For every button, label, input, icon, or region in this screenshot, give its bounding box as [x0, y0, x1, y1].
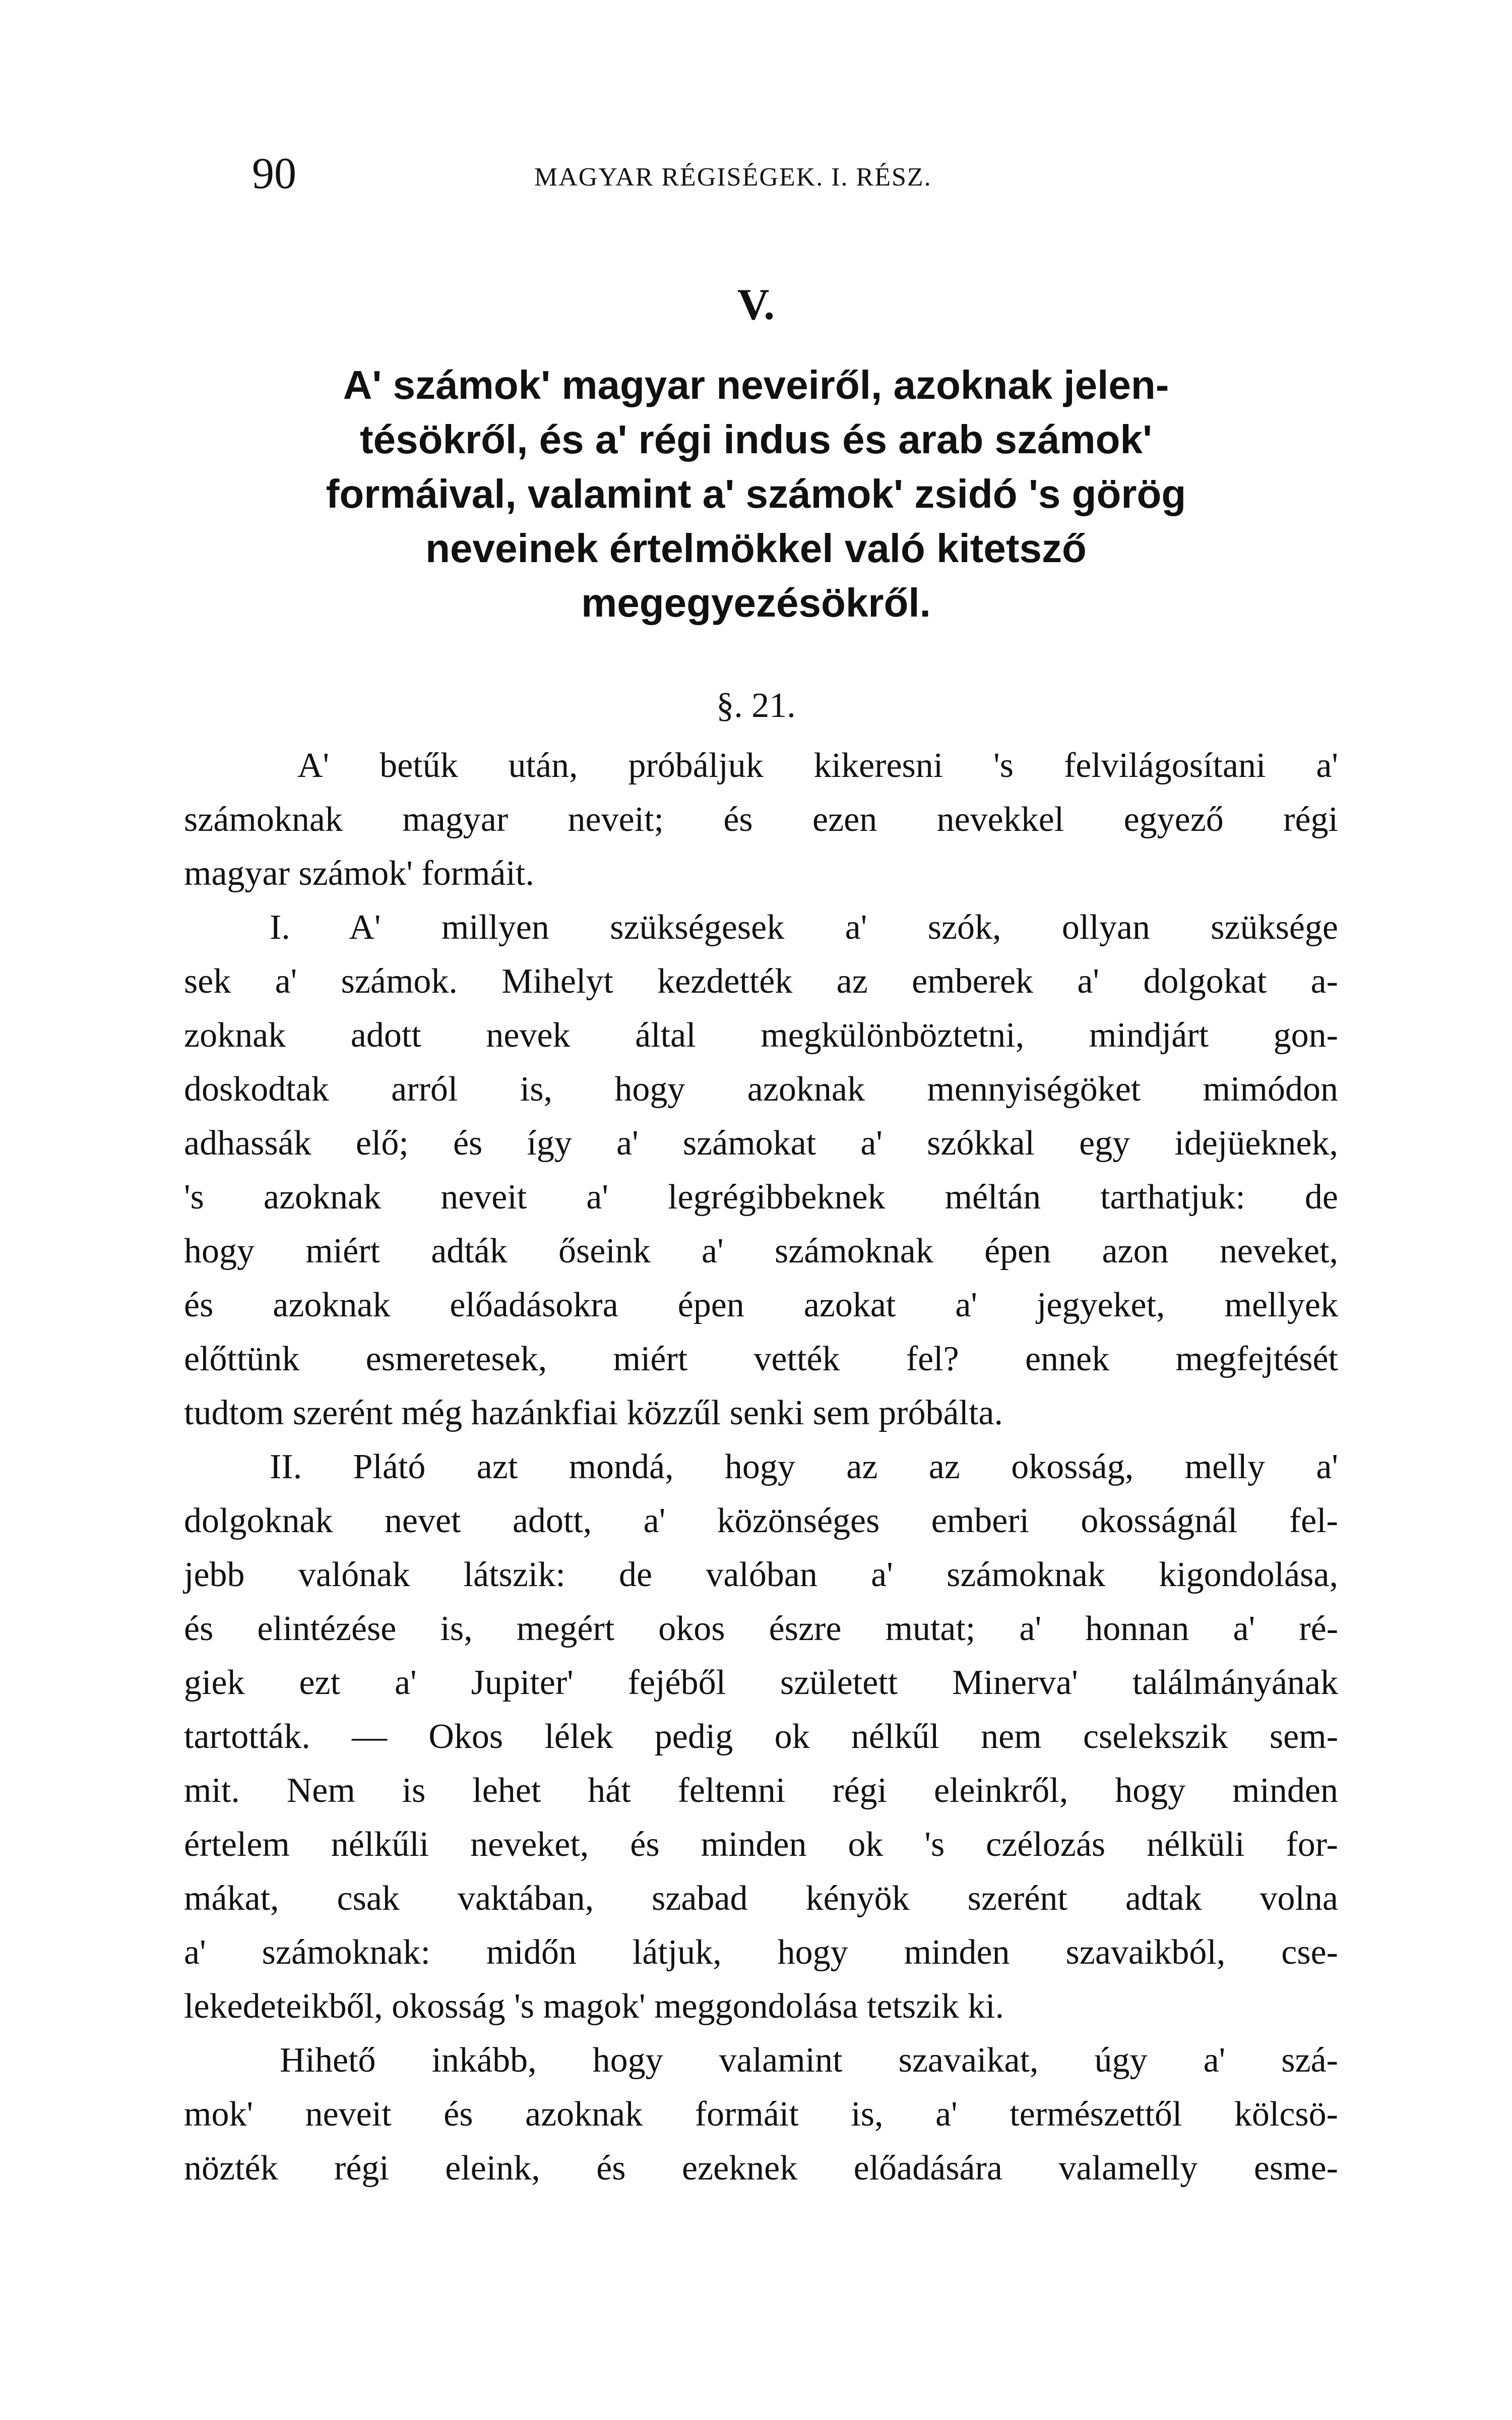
text-line: és azoknak előadásokra épen azokat a' jegyeket, mellyek	[184, 1286, 1338, 1324]
running-title: MAGYAR RÉGISÉGEK. I. RÉSZ.	[534, 163, 932, 192]
running-head	[252, 146, 1336, 202]
chapter-title-line: neveinek értelmökkel való kitetsző	[425, 526, 1087, 571]
text-line: jebb valónak látszik: de valóban a' számoknak kigondolása,	[184, 1555, 1338, 1594]
page-number: 90	[252, 149, 296, 198]
text-line: Hihető inkább, hogy valamint szavaikat, úgy a' szá-	[280, 2041, 1338, 2080]
chapter-title-line: A' számok' magyar neveiről, azoknak jelen-	[343, 362, 1169, 407]
text-line: giek ezt a' Jupiter' fejéből született Minerva' találmányának	[184, 1663, 1338, 1702]
text-line: a' számoknak: midőn látjuk, hogy minden szavaikból, cse-	[184, 1933, 1338, 1972]
text-line: II. Plátó azt mondá, hogy az az okosság, melly a'	[270, 1447, 1338, 1486]
text-line: I. A' millyen szükségesek a' szók, ollyan szüksége	[270, 908, 1338, 947]
text-line: mákat, csak vaktában, szabad kényök szerént adtak volna	[184, 1879, 1338, 1918]
text-line: hogy miért adták őseink a' számoknak épen azon neveket,	[184, 1232, 1338, 1270]
text-line: mit. Nem is lehet hát feltenni régi eleinkről, hogy minden	[184, 1771, 1338, 1810]
text-line: dolgoknak nevet adott, a' közönséges emberi okosságnál fel-	[184, 1501, 1338, 1540]
chapter-title	[189, 358, 1323, 630]
text-line: lekedeteikből, okosság 's magok' meggondolása tetszik ki.	[184, 1987, 1004, 2026]
body-text	[184, 739, 1338, 2195]
text-line: 's azoknak neveit a' legrégibbeknek méltán tarthatjuk: de	[184, 1178, 1338, 1217]
chapter-title-line: megegyezésökről.	[581, 580, 931, 625]
text-line: és elintézése is, megért okos észre mutat; a' honnan a' ré-	[184, 1609, 1338, 1648]
text-line: számoknak magyar neveit; és ezen nevekkel egyező régi	[184, 800, 1338, 839]
text-line: tudtom szerént még hazánkfiai közzűl senki sem próbálta.	[184, 1394, 1003, 1432]
text-line: magyar számok' formáit.	[184, 854, 534, 893]
section-mark: §. 21.	[716, 686, 796, 725]
text-line: A' betűk után, próbáljuk kikeresni 's felvilágosítani a'	[297, 746, 1338, 785]
text-line: nözték régi eleink, és ezeknek előadására valamelly esme-	[184, 2149, 1338, 2188]
text-line: doskodtak arról is, hogy azoknak mennyiségöket mimódon	[184, 1070, 1338, 1109]
text-line: előttünk esmeretesek, miért vették fel? ennek megfejtését	[184, 1340, 1338, 1378]
text-line: mok' neveit és azoknak formáit is, a' természettől kölcsö-	[184, 2095, 1338, 2134]
chapter-title-line: tésökről, és a' régi indus és arab számok'	[359, 417, 1153, 462]
chapter-numeral: V.	[737, 280, 775, 329]
text-line: zoknak adott nevek által megkülönböztetni, mindjárt gon-	[184, 1016, 1338, 1055]
text-line: sek a' számok. Mihelyt kezdették az emberek a' dolgokat a-	[184, 962, 1338, 1001]
chapter-title-line: formáival, valamint a' számok' zsidó 's görög	[326, 471, 1186, 516]
text-line: értelem nélkűli neveket, és minden ok 's czélozás nélküli for-	[184, 1825, 1338, 1864]
text-line: adhassák elő; és így a' számokat a' szókkal egy idejüeknek,	[184, 1124, 1338, 1163]
text-line: tartották. — Okos lélek pedig ok nélkűl nem cselekszik sem-	[184, 1717, 1338, 1756]
